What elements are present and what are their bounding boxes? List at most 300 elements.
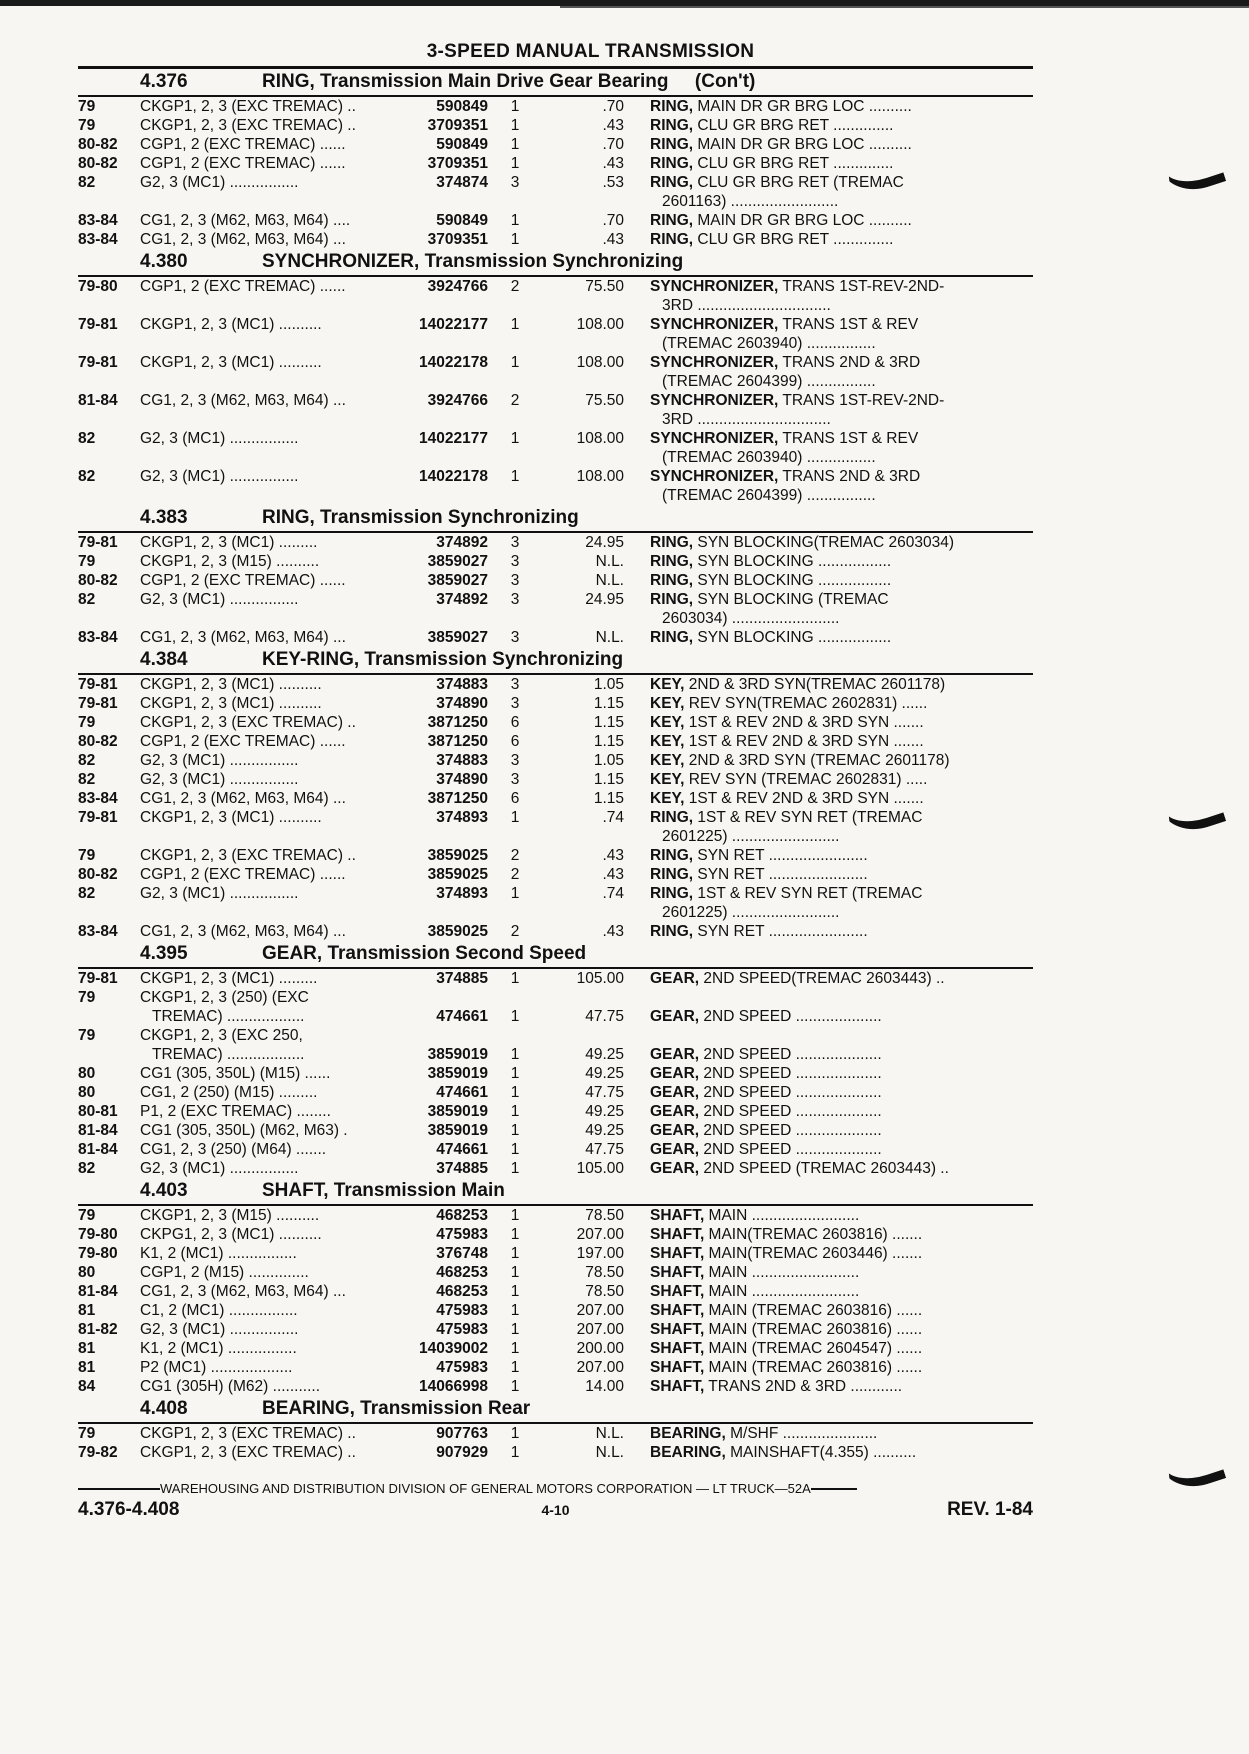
cell-quantity-cell	[488, 277, 542, 315]
cell-part-number-cell	[402, 230, 488, 249]
cell-price: 78.50	[585, 1207, 624, 1224]
description-keyword: SYNCHRONIZER,	[650, 354, 779, 371]
cell-year: 79-81	[78, 695, 118, 712]
table-row	[78, 391, 1033, 429]
cell-quantity-cell	[488, 628, 542, 647]
cell-price-cell	[542, 1339, 624, 1358]
description-line	[650, 1140, 1007, 1159]
cell-description	[650, 713, 1007, 732]
cell-description	[650, 1282, 1007, 1301]
description-line-2: (TREMAC 2603940) ................	[662, 335, 876, 352]
model-line: CKGP1, 2, 3 (MC1) .........	[140, 970, 318, 987]
section-number: 4.383	[140, 507, 188, 528]
cell-model	[140, 789, 402, 808]
model-line-2: TREMAC) ..................	[152, 1046, 305, 1063]
cell-price-cell	[542, 211, 624, 230]
cell-part-number: 474661	[436, 1084, 488, 1101]
cell-price: 47.75	[585, 1141, 624, 1158]
description-keyword: SHAFT,	[650, 1321, 705, 1338]
description-text: TRANS 2ND & 3RD	[778, 468, 921, 485]
cell-price-cell	[542, 1102, 624, 1121]
cell-quantity-cell	[488, 1026, 542, 1064]
cell-part-number-cell	[402, 713, 488, 732]
cell-year: 84	[78, 1378, 96, 1395]
table-row	[78, 1064, 1033, 1083]
cell-part-number: 374890	[436, 695, 488, 712]
cell-part-number: 374893	[436, 885, 488, 902]
cell-part-number: 3924766	[427, 278, 488, 295]
cell-quantity: 1	[510, 117, 520, 134]
model-line: CKGP1, 2, 3 (EXC TREMAC) ..	[140, 1425, 356, 1442]
description-keyword: SYNCHRONIZER,	[650, 430, 779, 447]
cell-quantity: 1	[510, 316, 520, 333]
description-keyword: GEAR,	[650, 1084, 700, 1101]
cell-model	[140, 533, 402, 552]
cell-price: .70	[602, 136, 624, 153]
cell-model	[140, 1026, 402, 1064]
description-text: CLU GR BRG RET ..............	[693, 155, 894, 172]
cell-description	[650, 865, 1007, 884]
description-line-2: 2603034) .........................	[662, 610, 840, 627]
cell-year: 83-84	[78, 212, 118, 229]
cell-quantity: 2	[510, 392, 520, 409]
cell-year: 83-84	[78, 790, 118, 807]
description-keyword: RING,	[650, 629, 694, 646]
cell-model	[140, 173, 402, 211]
binder-hole-mark	[1158, 1437, 1226, 1496]
description-keyword: GEAR,	[650, 970, 700, 987]
cell-model	[140, 732, 402, 751]
cell-quantity: 1	[510, 1245, 520, 1262]
description-keyword: GEAR,	[650, 1141, 700, 1158]
cell-quantity: 1	[510, 231, 520, 248]
description-line	[650, 277, 1007, 296]
description-line	[650, 1339, 1007, 1358]
description-line	[650, 694, 1007, 713]
cell-part-number: 374883	[436, 676, 488, 693]
section-table	[78, 95, 1033, 249]
section-number: 4.380	[140, 251, 188, 272]
description-line-2: 3RD ...............................	[662, 297, 831, 314]
cell-quantity: 1	[510, 1103, 520, 1120]
cell-quantity-cell	[488, 713, 542, 732]
cell-quantity: 6	[510, 714, 520, 731]
model-line: CKGP1, 2, 3 (MC1) ..........	[140, 354, 322, 371]
cell-part-number-cell	[402, 1443, 488, 1462]
description-text: MAIN DR GR BRG LOC ..........	[693, 98, 912, 115]
cell-price: .74	[602, 809, 624, 826]
section-number: 4.384	[140, 649, 188, 670]
cell-part-number: 3859025	[427, 923, 488, 940]
cell-quantity-cell	[488, 1102, 542, 1121]
description-line-2: 2601225) .........................	[662, 828, 840, 845]
model-line: CKGP1, 2, 3 (M15) ..........	[140, 553, 320, 570]
description-keyword: SYNCHRONIZER,	[650, 392, 779, 409]
description-keyword: KEY,	[650, 733, 685, 750]
cell-year: 80-82	[78, 866, 118, 883]
cell-model	[140, 116, 402, 135]
model-line: CGP1, 2 (EXC TREMAC) ......	[140, 733, 346, 750]
model-line: CKGP1, 2, 3 (250) (EXC	[140, 989, 309, 1006]
cell-description	[650, 1140, 1007, 1159]
table-row	[78, 969, 1033, 988]
cell-description	[650, 1443, 1007, 1462]
cell-quantity: 1	[510, 1340, 520, 1357]
description-line-2: 2601225) .........................	[662, 904, 840, 921]
model-line: CG1, 2, 3 (M62, M63, M64) ....	[140, 212, 351, 229]
cell-description	[650, 116, 1007, 135]
model-line: CKGP1, 2, 3 (EXC TREMAC) ..	[140, 98, 356, 115]
description-line	[650, 315, 1007, 334]
cell-part-number-cell	[402, 1159, 488, 1178]
table-row	[78, 865, 1033, 884]
cell-part-number-cell	[402, 467, 488, 505]
cell-price: 1.15	[593, 771, 624, 788]
description-line	[650, 429, 1007, 448]
description-line	[650, 751, 1007, 770]
cell-year: 79-80	[78, 1226, 118, 1243]
table-row	[78, 1301, 1033, 1320]
cell-part-number-cell	[402, 1282, 488, 1301]
cell-quantity: 2	[510, 866, 520, 883]
table-row	[78, 552, 1033, 571]
cell-model	[140, 884, 402, 922]
table-row	[78, 230, 1033, 249]
cell-quantity-cell	[488, 571, 542, 590]
model-line: P1, 2 (EXC TREMAC) ........	[140, 1103, 331, 1120]
cell-part-number-cell	[402, 1064, 488, 1083]
cell-part-number: 374874	[436, 174, 488, 191]
description-keyword: KEY,	[650, 695, 685, 712]
description-line	[650, 884, 1007, 903]
cell-part-number-cell	[402, 865, 488, 884]
table-row	[78, 590, 1033, 628]
cell-year: 79-81	[78, 534, 118, 551]
table-row	[78, 467, 1033, 505]
model-line: CKGP1, 2, 3 (M15) ..........	[140, 1207, 320, 1224]
cell-price: .43	[602, 155, 624, 172]
cell-model	[140, 211, 402, 230]
cell-quantity: 1	[510, 136, 520, 153]
cell-price-cell	[542, 116, 624, 135]
section-number: 4.408	[140, 1398, 188, 1419]
cell-quantity-cell	[488, 732, 542, 751]
cell-quantity: 1	[510, 1283, 520, 1300]
table-row	[78, 1443, 1033, 1462]
cell-price: .43	[602, 866, 624, 883]
model-line: CGP1, 2 (EXC TREMAC) ......	[140, 572, 346, 589]
description-line-2: 3RD ...............................	[662, 411, 831, 428]
cell-year: 79-81	[78, 676, 118, 693]
cell-price-cell	[542, 1083, 624, 1102]
description-text: CLU GR BRG RET ..............	[693, 117, 894, 134]
model-line: CG1, 2, 3 (250) (M64) .......	[140, 1141, 327, 1158]
table-row	[78, 1140, 1033, 1159]
cell-quantity: 2	[510, 278, 520, 295]
cell-part-number: 590849	[436, 98, 488, 115]
table-row	[78, 1320, 1033, 1339]
table-row	[78, 1424, 1033, 1443]
cell-part-number-cell	[402, 1339, 488, 1358]
description-line	[650, 353, 1007, 372]
cell-price: N.L.	[595, 572, 624, 589]
cell-year: 79	[78, 1207, 96, 1224]
cell-quantity: 6	[510, 733, 520, 750]
cell-part-number-cell	[402, 969, 488, 988]
description-text: 2ND SPEED ....................	[699, 1122, 882, 1139]
description-keyword: RING,	[650, 212, 694, 229]
cell-part-number-cell	[402, 391, 488, 429]
cell-quantity: 3	[510, 553, 520, 570]
description-keyword: GEAR,	[650, 1046, 700, 1063]
cell-price-cell	[542, 429, 624, 467]
description-text: TRANS 1ST & REV	[778, 430, 919, 447]
cell-quantity: 1	[510, 1444, 520, 1461]
model-line: G2, 3 (MC1) ................	[140, 752, 299, 769]
cell-price: 75.50	[585, 278, 624, 295]
cell-description	[650, 1206, 1007, 1225]
binder-hole-mark	[1158, 780, 1226, 839]
description-line	[650, 135, 1007, 154]
cell-model	[140, 1121, 402, 1140]
section-heading	[78, 1396, 1033, 1422]
cell-model	[140, 628, 402, 647]
cell-part-number-cell	[402, 770, 488, 789]
description-text: MAIN(TREMAC 2603446) .......	[704, 1245, 923, 1262]
cell-part-number: 3859019	[427, 1103, 488, 1120]
table-row	[78, 277, 1033, 315]
cell-spacer	[488, 1026, 542, 1045]
cell-year: 79-80	[78, 278, 118, 295]
model-line: CKGP1, 2, 3 (MC1) ..........	[140, 695, 322, 712]
cell-model	[140, 277, 402, 315]
model-line: G2, 3 (MC1) ................	[140, 885, 299, 902]
description-text: TRANS 2ND & 3RD	[778, 354, 921, 371]
description-text: SYN RET .......................	[693, 923, 868, 940]
table-row	[78, 1225, 1033, 1244]
description-text: TRANS 1ST-REV-2ND-	[778, 278, 945, 295]
cell-year: 82	[78, 174, 96, 191]
cell-part-number: 3924766	[427, 392, 488, 409]
description-text: MAIN (TREMAC 2603816) ......	[704, 1302, 923, 1319]
cell-quantity: 1	[510, 1207, 520, 1224]
cell-price: .70	[602, 212, 624, 229]
cell-price: 207.00	[576, 1226, 624, 1243]
table-row	[78, 533, 1033, 552]
cell-part-number-cell	[402, 732, 488, 751]
cell-part-number-cell	[402, 552, 488, 571]
description-text: 1ST & REV SYN RET (TREMAC	[693, 885, 923, 902]
cell-model	[140, 751, 402, 770]
cell-price-cell	[542, 230, 624, 249]
description-text: MAINSHAFT(4.355) ..........	[725, 1444, 917, 1461]
cell-description	[650, 1102, 1007, 1121]
cell-part-number: 468253	[436, 1264, 488, 1281]
cell-quantity: 1	[510, 1264, 520, 1281]
cell-price-cell	[542, 1121, 624, 1140]
page-top-edge-shadow	[560, 6, 1249, 8]
cell-part-number-cell	[402, 1121, 488, 1140]
table-row	[78, 315, 1033, 353]
description-text: 1ST & REV 2ND & 3RD SYN .......	[684, 714, 924, 731]
model-line: K1, 2 (MC1) ................	[140, 1340, 297, 1357]
cell-year: 79-81	[78, 316, 118, 333]
table-row	[78, 1102, 1033, 1121]
table-row	[78, 1339, 1033, 1358]
cell-quantity: 2	[510, 923, 520, 940]
cell-quantity-cell	[488, 391, 542, 429]
model-line: CKGP1, 2, 3 (MC1) ..........	[140, 676, 322, 693]
cell-model	[140, 1339, 402, 1358]
cell-model	[140, 571, 402, 590]
section-heading	[78, 249, 1033, 275]
model-line: CG1, 2, 3 (M62, M63, M64) ...	[140, 923, 346, 940]
cell-model	[140, 988, 402, 1026]
description-keyword: RING,	[650, 155, 694, 172]
cell-year: 82	[78, 591, 96, 608]
description-line-2: (TREMAC 2604399) ................	[662, 373, 876, 390]
cell-description	[650, 552, 1007, 571]
cell-part-number: 468253	[436, 1283, 488, 1300]
cell-quantity-cell	[488, 770, 542, 789]
description-line	[650, 116, 1007, 135]
description-line	[650, 770, 1007, 789]
description-text: 2ND SPEED ....................	[699, 1084, 882, 1101]
cell-price: .43	[602, 231, 624, 248]
description-line	[650, 590, 1007, 609]
cell-part-number-cell	[402, 884, 488, 922]
cell-year: 79-81	[78, 970, 118, 987]
cell-part-number: 374892	[436, 591, 488, 608]
description-line	[650, 1007, 1007, 1026]
cell-part-number: 3709351	[427, 117, 488, 134]
cell-price: N.L.	[595, 629, 624, 646]
cell-price-cell	[542, 154, 624, 173]
description-line	[650, 1377, 1007, 1396]
description-keyword: SHAFT,	[650, 1226, 705, 1243]
description-line	[650, 1424, 1007, 1443]
cell-price: N.L.	[595, 1444, 624, 1461]
description-line	[650, 789, 1007, 808]
cell-price: 1.15	[593, 695, 624, 712]
model-line: C1, 2 (MC1) ................	[140, 1302, 298, 1319]
cell-quantity-cell	[488, 1301, 542, 1320]
cell-quantity-cell	[488, 1339, 542, 1358]
cell-price: 49.25	[585, 1122, 624, 1139]
cell-model	[140, 135, 402, 154]
table-row	[78, 675, 1033, 694]
cell-price-cell	[542, 789, 624, 808]
cell-quantity: 1	[510, 1378, 520, 1395]
cell-year: 81-84	[78, 1283, 118, 1300]
cell-quantity: 1	[510, 885, 520, 902]
cell-price: 78.50	[585, 1283, 624, 1300]
cell-part-number-cell	[402, 116, 488, 135]
table-row	[78, 770, 1033, 789]
cell-quantity-cell	[488, 1159, 542, 1178]
table-row	[78, 694, 1033, 713]
cell-model	[140, 97, 402, 116]
footer-rule-right	[811, 1488, 857, 1490]
cell-part-number: 14039002	[419, 1340, 488, 1357]
cell-model	[140, 154, 402, 173]
description-line	[650, 1301, 1007, 1320]
cell-part-number: 374890	[436, 771, 488, 788]
table-row	[78, 1377, 1033, 1396]
model-line: CKGP1, 2, 3 (MC1) ..........	[140, 316, 322, 333]
cell-part-number-cell	[402, 590, 488, 628]
cell-spacer	[650, 1026, 1007, 1045]
table-row	[78, 211, 1033, 230]
cell-description	[650, 391, 1007, 429]
description-keyword: GEAR,	[650, 1008, 700, 1025]
section-heading	[78, 69, 1033, 95]
table-row	[78, 846, 1033, 865]
cell-part-number-cell	[402, 751, 488, 770]
cell-part-number: 3859027	[427, 572, 488, 589]
cell-model	[140, 391, 402, 429]
cell-model	[140, 1206, 402, 1225]
section-title-spacer	[669, 71, 695, 92]
cell-price-cell	[542, 1225, 624, 1244]
cell-part-number-cell	[402, 173, 488, 211]
description-keyword: RING,	[650, 231, 694, 248]
section-table	[78, 531, 1033, 647]
cell-price-cell	[542, 808, 624, 846]
description-line-2: (TREMAC 2603940) ................	[662, 449, 876, 466]
description-line	[650, 1045, 1007, 1064]
description-line	[650, 1083, 1007, 1102]
cell-quantity: 1	[510, 212, 520, 229]
cell-quantity: 1	[510, 1046, 520, 1063]
description-line	[650, 1159, 1007, 1178]
cell-description	[650, 1358, 1007, 1377]
cell-model	[140, 1358, 402, 1377]
section-heading	[78, 941, 1033, 967]
cell-description	[650, 694, 1007, 713]
cell-quantity-cell	[488, 1140, 542, 1159]
model-line: G2, 3 (MC1) ................	[140, 771, 299, 788]
model-line: G2, 3 (MC1) ................	[140, 174, 299, 191]
cell-part-number: 3859025	[427, 847, 488, 864]
section-number: 4.376	[140, 71, 188, 92]
cell-part-number: 374885	[436, 970, 488, 987]
cell-model	[140, 1159, 402, 1178]
cell-part-number-cell	[402, 922, 488, 941]
description-keyword: KEY,	[650, 676, 685, 693]
cell-description	[650, 884, 1007, 922]
model-line: CG1 (305, 350L) (M62, M63) .	[140, 1122, 348, 1139]
cell-part-number: 3859025	[427, 866, 488, 883]
cell-price: 108.00	[576, 354, 624, 371]
cell-quantity: 1	[510, 970, 520, 987]
description-keyword: SHAFT,	[650, 1264, 705, 1281]
cell-description	[650, 789, 1007, 808]
cell-description	[650, 1159, 1007, 1178]
cell-quantity-cell	[488, 1225, 542, 1244]
cell-model	[140, 770, 402, 789]
cell-quantity-cell	[488, 808, 542, 846]
cell-quantity: 3	[510, 534, 520, 551]
cell-part-number: 3709351	[427, 155, 488, 172]
cell-description	[650, 846, 1007, 865]
model-line: CG1, 2, 3 (M62, M63, M64) ...	[140, 629, 346, 646]
cell-part-number: 14022178	[419, 468, 488, 485]
cell-price: .43	[602, 847, 624, 864]
section-title: RING, Transmission Main Drive Gear Bearing	[262, 71, 669, 92]
cell-price: 207.00	[576, 1302, 624, 1319]
model-line: P2 (MC1) ...................	[140, 1359, 293, 1376]
